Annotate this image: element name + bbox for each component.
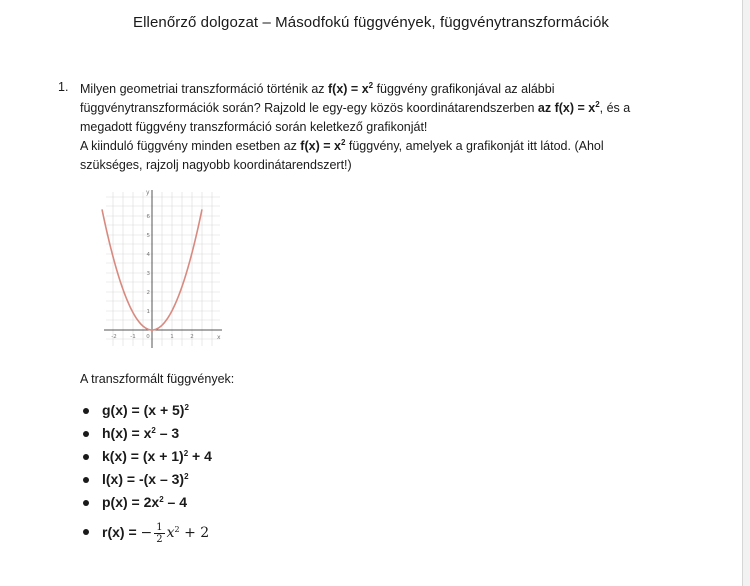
function-tail: – 3 bbox=[155, 425, 180, 441]
exponent: 2 bbox=[174, 525, 180, 534]
x-tick-label: 1 bbox=[170, 334, 174, 340]
list-item-g bbox=[80, 399, 212, 422]
math-expression bbox=[140, 521, 210, 545]
question-line-2-end: , és a bbox=[599, 101, 631, 115]
y-tick-label: 3 bbox=[146, 271, 150, 277]
exponent: 2 bbox=[595, 100, 600, 109]
question-line-3: megadott függvény transzformáció során keletkező grafikonját! bbox=[80, 120, 428, 134]
exponent: 2 bbox=[368, 81, 374, 90]
list-item-k bbox=[80, 445, 212, 468]
function-formula: k(x) = (x + 1) bbox=[102, 448, 184, 464]
function-f-inline bbox=[300, 139, 345, 153]
function-formula: l(x) = -(x – 3) bbox=[102, 471, 185, 487]
function-f-inline bbox=[328, 82, 373, 96]
exponent: 2 bbox=[159, 495, 164, 504]
page-title: Ellenőrző dolgozat – Másodfokú függvények, függvénytranszformációk bbox=[132, 14, 610, 31]
function-formula: h(x) = x bbox=[102, 425, 152, 441]
x-tick-label: -2 bbox=[111, 334, 117, 340]
exponent: 2 bbox=[151, 426, 156, 435]
fraction-denominator: 2 bbox=[156, 533, 163, 545]
transformed-functions-heading: A transzformált függvények: bbox=[80, 372, 235, 386]
graph-grid bbox=[106, 192, 220, 346]
function-f-text: f(x) = x bbox=[300, 139, 341, 153]
exponent: 2 bbox=[340, 138, 346, 147]
question-line-4-start: A kiinduló függvény minden esetben az bbox=[80, 139, 301, 153]
function-f-text: az f(x) = x bbox=[537, 101, 596, 115]
question-line-1 bbox=[80, 80, 680, 99]
x-tick-label: -1 bbox=[130, 334, 136, 340]
y-tick-label: 4 bbox=[146, 252, 150, 258]
question-line-2 bbox=[80, 99, 680, 118]
fraction bbox=[154, 522, 164, 545]
x-tick-label: 2 bbox=[190, 334, 194, 340]
list-item-p bbox=[80, 491, 212, 514]
function-tail: + 4 bbox=[188, 448, 212, 464]
bullet bbox=[83, 431, 89, 437]
y-tick-label: 1 bbox=[146, 309, 150, 315]
question-line-4-end: függvény, amelyek a grafikonját itt látod. (Ahol bbox=[345, 139, 604, 153]
list-item-r bbox=[80, 516, 212, 548]
list-item-h bbox=[80, 422, 212, 445]
y-axis-label: y bbox=[146, 189, 150, 196]
question-number: 1. bbox=[58, 80, 69, 94]
parabola-graph bbox=[100, 186, 226, 352]
fraction-numerator: 1 bbox=[156, 521, 163, 533]
list-item-l bbox=[80, 468, 212, 491]
function-formula: p(x) = 2x bbox=[102, 494, 160, 510]
y-tick-label: 6 bbox=[146, 214, 150, 220]
y-tick-label: 5 bbox=[146, 233, 150, 239]
question-line-1-start: Milyen geometriai transzformáció történik az bbox=[80, 82, 329, 96]
exponent: 2 bbox=[184, 403, 189, 412]
y-tick-labels bbox=[147, 214, 151, 315]
bullet bbox=[83, 500, 89, 506]
x-tick-label: 0 bbox=[146, 334, 150, 340]
function-tail: + 2 bbox=[179, 525, 210, 541]
bullet bbox=[83, 529, 89, 535]
transformed-functions-list bbox=[80, 399, 212, 548]
question-line-2-start: függvénytranszformációk során? Rajzold le egy-egy közös koordinátarendszerben bbox=[80, 101, 538, 115]
question-line-4 bbox=[80, 137, 680, 156]
bullet bbox=[83, 477, 89, 483]
question-line-1-end: függvény grafikonjával az alábbi bbox=[373, 82, 555, 96]
variable-x: x bbox=[166, 525, 175, 541]
function-f-text: f(x) = x bbox=[328, 82, 369, 96]
y-tick-label: 2 bbox=[146, 290, 150, 296]
x-axis-label: x bbox=[217, 334, 221, 341]
exponent: 2 bbox=[183, 449, 189, 458]
question-line-5: szükséges, rajzolj nagyobb koordinátarendszert!) bbox=[80, 158, 352, 172]
function-tail: – 4 bbox=[163, 494, 188, 510]
bullet bbox=[83, 408, 89, 414]
function-formula: r(x) = bbox=[102, 524, 141, 540]
question-text bbox=[80, 80, 680, 175]
minus-sign: − bbox=[140, 525, 153, 541]
function-f-inline bbox=[538, 101, 600, 115]
bullet bbox=[83, 454, 89, 460]
function-formula: g(x) = (x + 5) bbox=[102, 402, 185, 418]
exponent: 2 bbox=[184, 472, 189, 481]
